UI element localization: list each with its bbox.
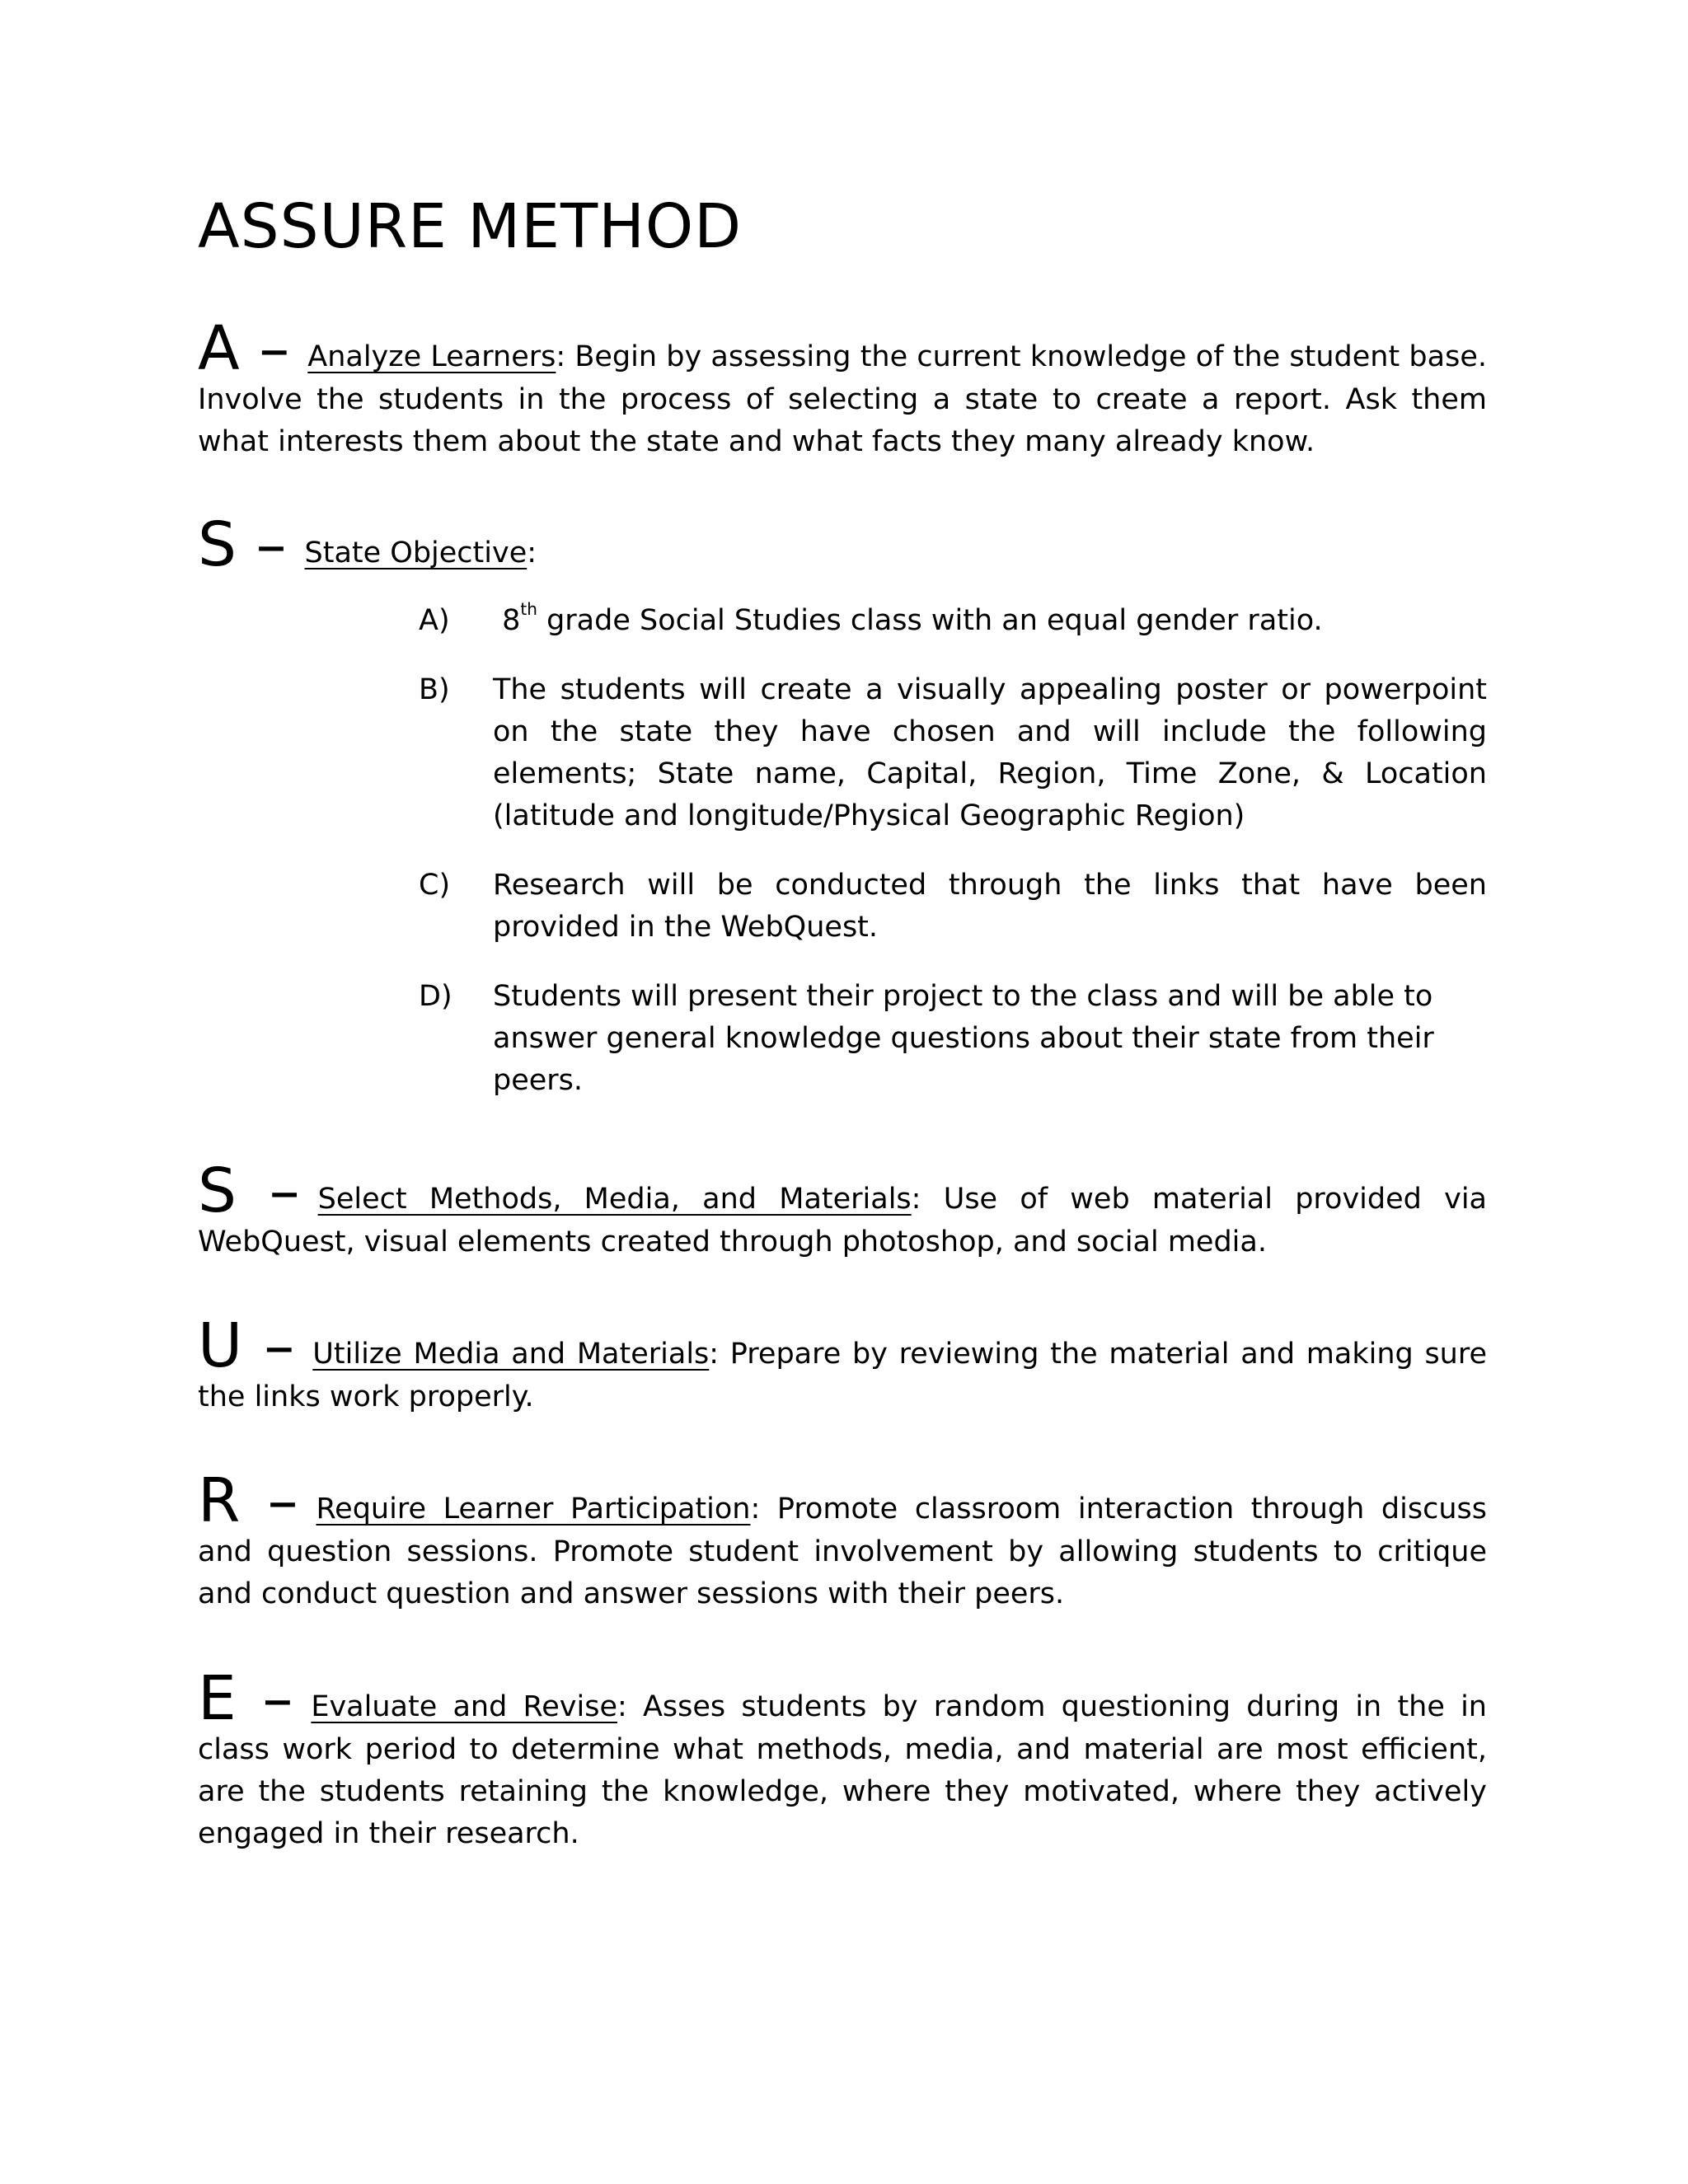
ordinal-suffix: th: [520, 599, 537, 619]
section-letter: E –: [198, 1663, 293, 1734]
section-text: : Prepare by reviewing the material and making sure the links work properly.: [198, 1338, 1488, 1413]
objective-item: [419, 600, 1487, 642]
objective-item: [419, 865, 1487, 949]
objective-label: A): [419, 604, 450, 637]
objective-label: D): [419, 980, 452, 1013]
section-text: : Use of web material provided via WebQuest, visual elements created through photoshop, and social media.: [198, 1183, 1487, 1258]
grade-number: 8: [502, 604, 521, 637]
section-text: : Asses students by random questioning during in the in class work period to determine what methods, media, and material are most efficient, are the students retaining the knowledge, where they motivated, where they actively engaged in their research.: [198, 1690, 1487, 1850]
section-utilize-media: [198, 1310, 1488, 1418]
section-letter: S –: [198, 1155, 300, 1226]
section-heading: Require Learner Participation: [316, 1493, 751, 1526]
section-select-methods: [198, 1155, 1487, 1263]
objective-text: The students will create a visually appealing poster or powerpoint on the state they have chosen and will include the following elements; State name, Capital, Region, Time Zone, & Location (latitude and longitude/Physical Geographic Region): [493, 673, 1487, 832]
section-text: : Begin by assessing the current knowledge of the student base. Involve the students in the process of selecting a state to create a report. Ask them what interests them about the state and what facts they many already know.: [198, 340, 1487, 458]
section-heading: Analyze Learners: [307, 340, 556, 373]
section-text: :: [527, 537, 537, 569]
section-text: : Promote classroom interaction through discuss and question sessions. Promote student involvement by allowing students to critique and conduct question and answer sessions with their peers.: [198, 1493, 1487, 1610]
objective-text: [493, 600, 1487, 642]
section-letter: U –: [198, 1310, 295, 1381]
section-require-participation: [198, 1465, 1487, 1615]
section-evaluate-revise: [198, 1663, 1487, 1855]
objectives-list: [419, 600, 1487, 1129]
page-title: ASSURE METHOD: [198, 191, 743, 262]
objective-item: [419, 669, 1487, 837]
section-heading: State Objective: [304, 537, 528, 569]
section-letter: R –: [198, 1465, 298, 1536]
section-heading: Evaluate and Revise: [311, 1690, 617, 1723]
objective-text-rest: grade Social Studies class with an equal gender ratio.: [537, 604, 1323, 637]
objective-label: C): [419, 869, 451, 902]
section-analyze-learners: [198, 313, 1487, 463]
section-heading: Select Methods, Media, and Materials: [317, 1183, 912, 1216]
section-letter: S –: [198, 509, 287, 580]
objective-text: Students will present their project to the class and will be able to answer general knowledge questions about their state from their peers.: [493, 980, 1434, 1097]
section-heading: Utilize Media and Materials: [312, 1338, 710, 1371]
section-state-objective: [198, 509, 1487, 580]
objective-item: [419, 976, 1487, 1102]
document-page: [198, 0, 1487, 2184]
section-letter: A –: [198, 313, 290, 384]
objective-label: B): [419, 673, 450, 706]
objective-text: Research will be conducted through the links that have been provided in the WebQuest.: [493, 869, 1487, 944]
